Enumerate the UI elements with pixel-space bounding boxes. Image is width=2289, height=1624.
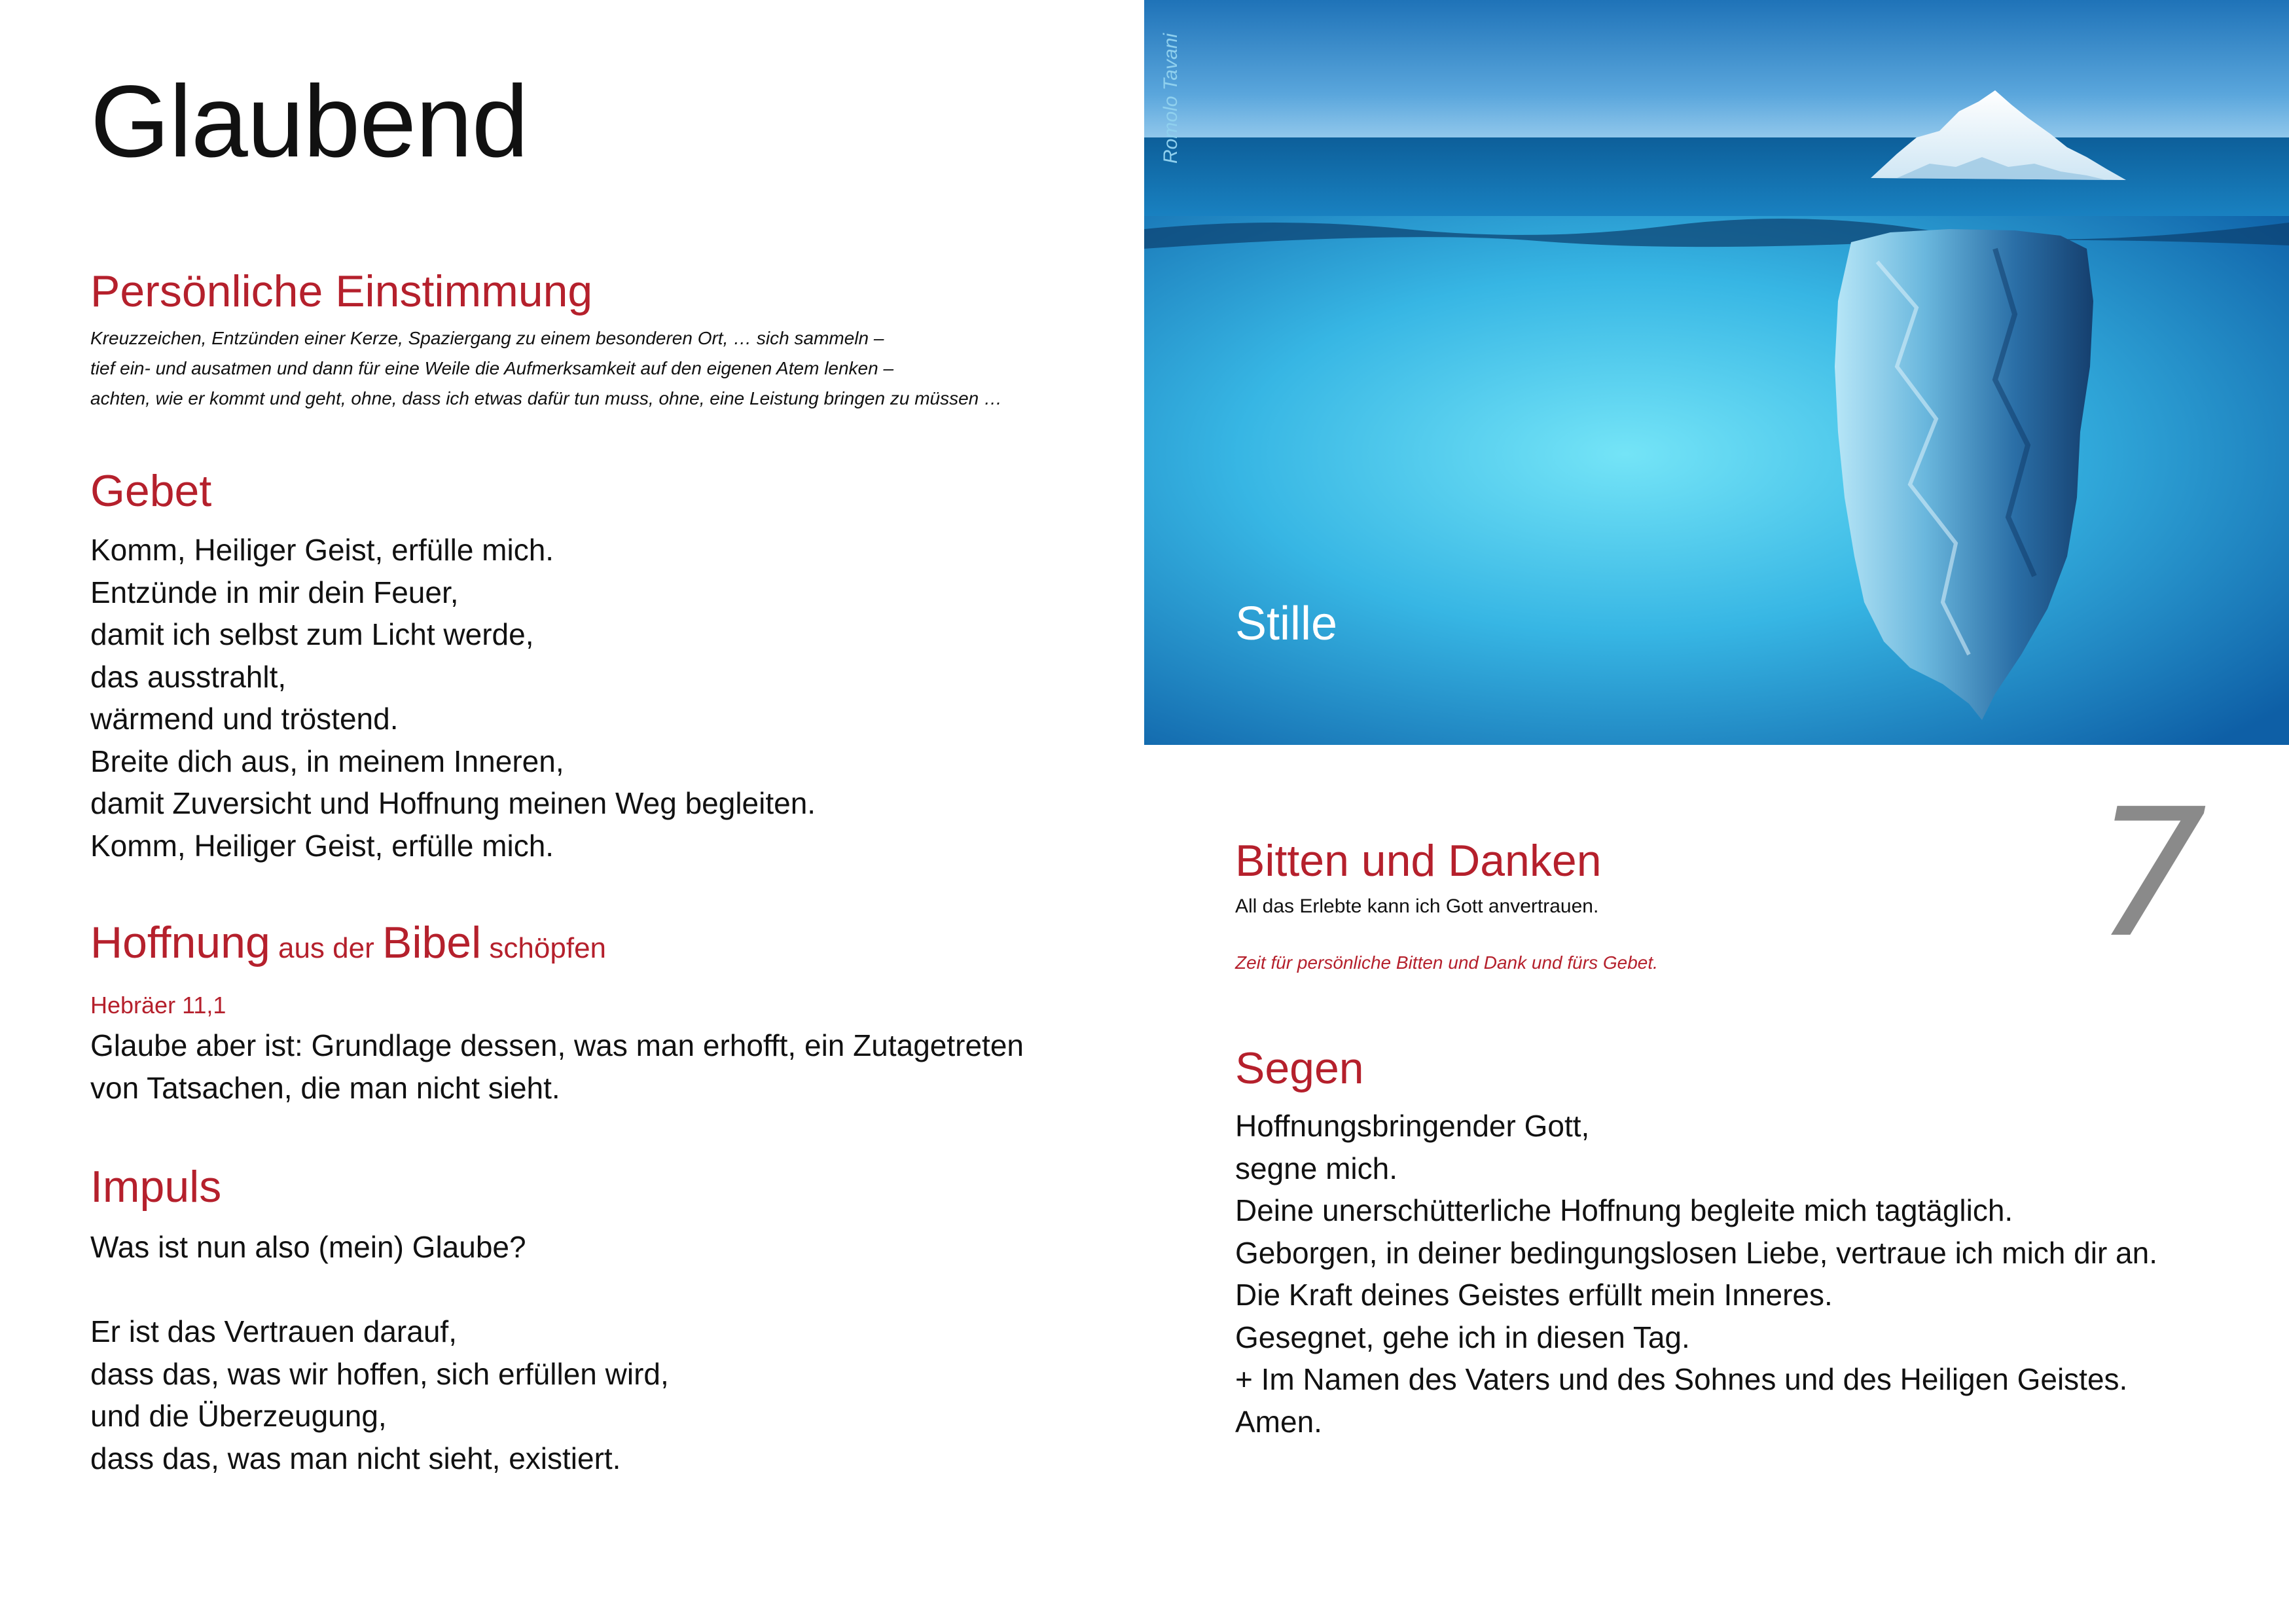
gebet-line: Komm, Heiliger Geist, erfülle mich. — [90, 533, 554, 567]
bible-reference: Hebräer 11,1 — [90, 992, 226, 1019]
bitten-subtitle: All das Erlebte kann ich Gott anvertrauen. — [1235, 895, 1599, 917]
segen-heading: Segen — [1235, 1043, 1364, 1093]
einstimmung-text — [90, 323, 1002, 414]
hoffnung-line: von Tatsachen, die man nicht sieht. — [90, 1070, 560, 1105]
impuls-heading: Impuls — [90, 1162, 222, 1212]
impuls-text — [90, 1226, 669, 1479]
hoffnung-heading-small: schöpfen — [481, 932, 607, 964]
gebet-heading: Gebet — [90, 466, 212, 516]
gebet-line: Breite dich aus, in meinem Inneren, — [90, 744, 564, 778]
segen-line: Gesegnet, gehe ich in diesen Tag. — [1235, 1320, 1690, 1354]
page-number: 7 — [2095, 770, 2207, 977]
segen-line: segne mich. — [1235, 1151, 1398, 1185]
impuls-line: Er ist das Vertrauen darauf, — [90, 1314, 457, 1348]
gebet-line: Komm, Heiliger Geist, erfülle mich. — [90, 828, 554, 863]
impuls-line: und die Überzeugung, — [90, 1399, 387, 1433]
gebet-line: damit Zuversicht und Hoffnung meinen Weg begleiten. — [90, 786, 816, 820]
segen-line: Amen. — [1235, 1404, 1322, 1439]
image-caption: Stille — [1235, 598, 1338, 650]
bitten-note: Zeit für persönliche Bitten und Dank und fürs Gebet. — [1235, 952, 1658, 973]
impuls-line: dass das, was wir hoffen, sich erfüllen wird, — [90, 1356, 669, 1391]
impuls-line — [90, 1269, 669, 1311]
impuls-line: Was ist nun also (mein) Glaube? — [90, 1230, 526, 1264]
gebet-text — [90, 529, 816, 867]
hoffnung-heading-small: aus der — [270, 932, 382, 964]
segen-line: Hoffnungsbringender Gott, — [1235, 1109, 1590, 1143]
hoffnung-text — [90, 1024, 1024, 1109]
segen-line: + Im Namen des Vaters und des Sohnes und des Heiligen Geistes. — [1235, 1362, 2128, 1396]
segen-text — [1235, 1105, 2157, 1443]
gebet-line: Entzünde in mir dein Feuer, — [90, 575, 459, 609]
photo-credit: Romolo Tavani — [1160, 33, 1181, 164]
impuls-line: dass das, was man nicht sieht, existiert. — [90, 1441, 621, 1475]
gebet-line: wärmend und tröstend. — [90, 702, 399, 736]
einstimmung-heading: Persönliche Einstimmung — [90, 266, 593, 316]
segen-line: Die Kraft deines Geistes erfüllt mein Inneres. — [1235, 1278, 1833, 1312]
hoffnung-heading-word: Bibel — [382, 918, 482, 967]
bitten-heading: Bitten und Danken — [1235, 836, 1602, 886]
segen-line: Deine unerschütterliche Hoffnung begleite mich tagtäglich. — [1235, 1193, 2013, 1227]
einstimmung-line: tief ein- und ausatmen und dann für eine Weile die Aufmerksamkeit auf den eigenen Atem lenken – — [90, 358, 894, 378]
segen-line: Geborgen, in deiner bedingungslosen Liebe, vertraue ich mich dir an. — [1235, 1235, 2157, 1270]
einstimmung-line: Kreuzzeichen, Entzünden einer Kerze, Spaziergang zu einem besonderen Ort, … sich sammeln – — [90, 328, 884, 348]
hoffnung-heading — [90, 918, 606, 967]
einstimmung-line: achten, wie er kommt und geht, ohne, dass ich etwas dafür tun muss, ohne, eine Leistung bringen zu müssen … — [90, 388, 1003, 408]
hoffnung-heading-word: Hoffnung — [90, 918, 270, 967]
hoffnung-line: Glaube aber ist: Grundlage dessen, was man erhofft, ein Zutagetreten — [90, 1028, 1024, 1062]
gebet-line: das ausstrahlt, — [90, 659, 287, 694]
page-title: Glaubend — [90, 65, 528, 179]
gebet-line: damit ich selbst zum Licht werde, — [90, 617, 534, 651]
